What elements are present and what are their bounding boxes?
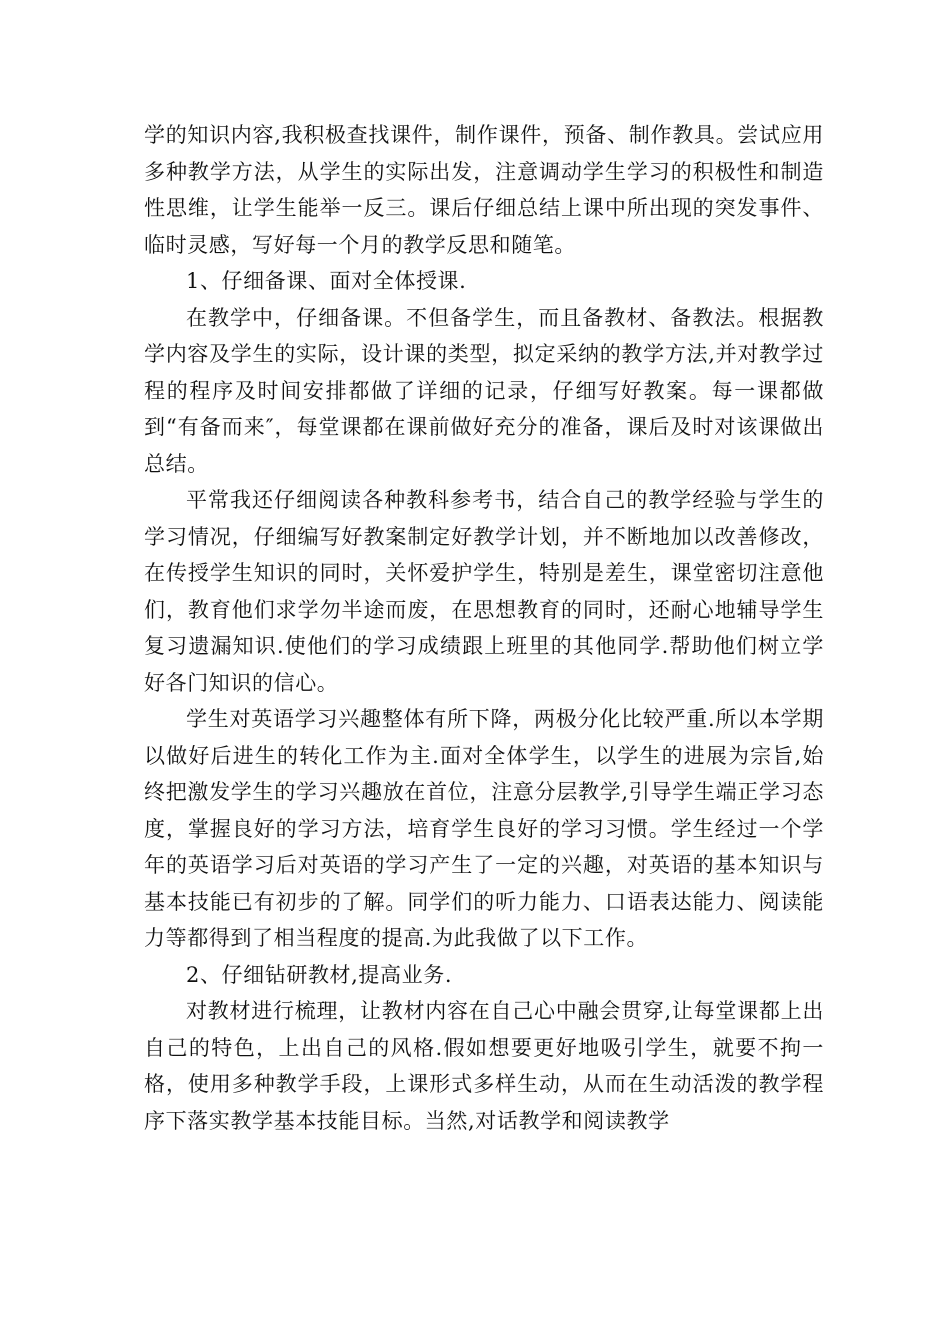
document-body: [144, 117, 824, 1139]
paragraph-4: 学生对英语学习兴趣整体有所下降，两极分化比较严重.所以本学期以做好后进生的转化工作为主.面对全体学生，以学生的进展为宗旨,始终把激发学生的学习兴趣放在首位，注意分层教学,引导学生端正学习态度，掌握良好的学习方法，培育学生良好的学习习惯。学生经过一个学年的英语学习后对英语的学习产生了一定的兴趣，对英语的基本知识与基本技能已有初步的了解。同学们的听力能力、口语表达能力、阅读能力等都得到了相当程度的提高.为此我做了以下工作。: [144, 707, 824, 950]
heading-1-careful-preparation: 1、仔细备课、面对全体授课.: [186, 269, 467, 293]
heading-2-study-textbook: 2、仔细钻研教材,提高业务.: [186, 962, 453, 987]
paragraph-3: 平常我还仔细阅读各种教科参考书，结合自己的教学经验与学生的学习情况，仔细编写好教案制定好教学计划，并不断地加以改善修改，在传授学生知识的同时，关怀爱护学生，特别是差生，课堂密切注意他们，教育他们求学勿半途而废，在思想教育的同时，还耐心地辅导学生复习遗漏知识.使他们的学习成绩跟上班里的其他同学.帮助他们树立学好各门知识的信心。: [144, 488, 824, 695]
paragraph-5: 对教材进行梳理，让教材内容在自己心中融会贯穿,让每堂课都上出自己的特色，上出自己的风格.假如想要更好地吸引学生，就要不拘一格，使用多种教学手段，上课形式多样生动，从而在生动活泼的教学程序下落实教学基本技能目标。当然,对话教学和阅读教学: [144, 999, 824, 1133]
paragraph-1: 学的知识内容,我积极查找课件，制作课件，预备、制作教具。尝试应用多种教学方法，从学生的实际出发，注意调动学生学习的积极性和制造性思维，让学生能举一反三。课后仔细总结上课中所出现的突发事件、临时灵感，写好每一个月的教学反思和随笔。: [144, 123, 824, 257]
paragraph-2: 在教学中，仔细备课。不但备学生，而且备教材、备教法。根据教学内容及学生的实际，设计课的类型，拟定采纳的教学方法,并对教学过程的程序及时间安排都做了详细的记录，仔细写好教案。每一课都做到“有备而来″，每堂课都在课前做好充分的准备，课后及时对该课做出总结。: [144, 305, 824, 476]
